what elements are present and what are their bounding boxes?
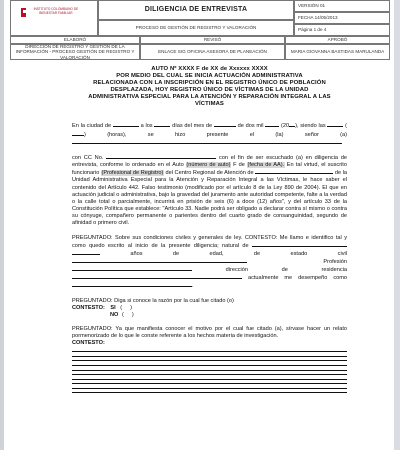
logo-icon [21,8,26,17]
citation-reason-paragraph [72,298,347,319]
auto-title-line: RELACIONADA CON LA INSCRIPCIÓN EN EL REGISTRO ÚNICO DE POBLACIÓN [93,80,326,87]
text-run: . [192,283,194,290]
text-run: PREGUNTADO: Sobre sus condiciones civiles y generales de ley. CONTESTO: Me llamo e identifico tal y como quedo escrito al inicio de la presente diligencia; natural de [72,234,347,249]
viewer-right-edge [394,0,400,450]
reviewed-by-cell [140,44,285,60]
text-run: ) [130,304,133,311]
text-run: con el fin de ser escuchado (a) en diligencia de entrevista, conforme lo ordenado en el Auto [72,154,348,169]
auto-number-placeholder: (número de auto) [186,162,231,169]
text-run: F de [233,162,245,169]
answer-line [72,374,347,375]
yes-label: SI [110,304,116,311]
auto-title-line: AUTO Nº XXXX F de XX de Xxxxxx XXXX [151,66,268,72]
answer-line [72,370,347,371]
text-run: En tal virtud, el suscrito funcionario [72,162,347,177]
month-blank [214,122,236,127]
legal-paragraph [72,154,347,228]
intro-paragraph [72,122,347,146]
civil-status-blank [72,258,247,263]
answer-line [72,356,347,357]
process-cell [98,20,294,36]
account-paragraph [72,326,347,347]
occupation-blank [72,282,194,290]
text-run: ( [121,311,124,318]
auto-title [72,66,347,108]
name-blank [72,139,342,144]
address-blank [72,274,242,279]
text-run: a los [140,123,153,130]
answer-line [72,392,347,393]
city-blank [113,122,139,127]
answer-line [72,351,347,352]
hour-blank [327,122,343,127]
form-header-table [10,0,390,60]
answer-line [72,379,347,380]
auto-title-line: DESPLAZADA, HOY REGISTRO ÚNICO DE VÍCTIMAS DE LA UNIDAD [110,87,309,94]
text-run: siendo las [300,123,326,130]
version: VERSIÓN 01 [298,3,326,9]
approved-by-cell [285,44,390,60]
text-run: de dos mil [237,123,264,130]
answer-line [72,388,347,389]
question-text: PREGUNTADO: Diga si conoce la razón por la cual fue citado (o) [72,297,234,304]
text-run: ( [120,304,123,311]
reviewed-label-cell [140,36,285,44]
form-title: DILIGENCIA DE ENTREVISTA [144,5,248,13]
text-run: ) [131,311,134,318]
logo-text: INSTITUTO COLOMBIANO DE BIENESTAR FAMILIAR [33,7,79,15]
text-run: del Centro Regional de Atención de [165,170,254,177]
text-run: dirección de residencia [225,267,347,274]
prepared-by: DIRECCIÓN DE REGISTRO Y GESTIÓN DE LA INFORMACIÓN - PROCESO GESTIÓN DE REGISTRO Y VALORACIÓN [15,44,135,60]
age-blank [72,250,100,255]
logo-cell [10,0,98,36]
text-run: (20 [281,123,290,130]
form-title-cell [98,0,294,20]
text-run: ) (horas), se hizo presente el (la) señor (a) [84,131,347,138]
text-run: ), [295,123,299,130]
institution-logo [21,3,83,21]
hour-number-blank [72,131,84,136]
auto-title-line: VÍCTIMAS [195,101,224,108]
answer-line [72,360,347,361]
page-number: Página 1 de 4 [298,27,327,33]
answer-line [72,365,347,366]
form-date: FECHA 14/05/2013 [298,15,338,21]
document-page [4,0,394,450]
birthplace-blank [252,242,347,247]
process-name: PROCESO DE GESTIÓN DE REGISTRO Y VALORACIÓN [135,25,257,31]
regional-center-blank [255,169,333,174]
approved-by: MARIA GIOVANNA BASTIDAS MARULANDA [290,49,385,55]
answer-label: CONTESTO: [72,340,105,347]
reviewed-label: REVISÓ [203,37,222,43]
text-run: actualmente me desempeño como [247,275,347,282]
prepared-label: ELABORÓ [63,37,87,43]
official-placeholder: (Profesional de Registro) [101,170,164,177]
year-blank [265,122,279,127]
prepared-by-cell [10,44,140,60]
text-run: con CC No. [72,154,104,161]
document-body [72,66,347,397]
auto-title-line: POR MEDIO DEL CUAL SE INICIA ACTUACIÓN ADMINISTRATIVA [116,73,303,80]
text-run: ( [345,123,348,130]
text-run: En la ciudad de [72,123,112,130]
no-label: NO [110,311,119,318]
prepared-label-cell [10,36,140,44]
answer-label: CONTESTO: [72,304,105,311]
reviewed-by: ENLACE SIG OFICINA ASESORA DE PLANEACIÓN [158,49,267,55]
text-run: de la Unidad Administrativa Especial para la Atención y Reparación Integral a las Víctimas, le hace saber el contenido del Artículo 442. Falso testimonio (modificado por el artículo 8 de la Ley 890 de 2004). El que en actuación judicial o administrativa, bajo la gravedad del juramento ante autoridad competente, falte a la verdad o la calle total o parcialmente, incurrirá en prisión de seis (6) a doce (12) años", y del artículo 33 de la Constitución Política que establece: "Artículo 33. Nadie podrá ser obligado a declarar contra sí mismo o contra su cónyuge, compañero permanente o parientes dentro del cuarto grado de consanguinidad, segundo de afinidad o primero civil. [72,170,348,227]
version-cell [294,0,390,12]
page-number-cell [294,24,390,36]
answer-lines [72,351,347,393]
answer-line [72,383,347,384]
question-text: PREGUNTADO: Ya que manifiesta conocer el motivo por el cual fue citado (a), sírvase hacer un relato pormenorizado de lo que le conste referente a los hechos materia de investigación. [72,326,347,340]
civil-conditions-paragraph [72,235,347,291]
approved-label: APROBÓ [327,37,348,43]
cc-blank [106,154,216,159]
auto-date-placeholder: (fecha de AA). [247,162,285,169]
auto-title-line: ADMINISTRATIVA ESPECIAL PARA LA ATENCIÓN Y REPARACIÓN INTEGRAL A LAS [88,94,331,101]
date-cell [294,12,390,24]
day-blank [154,122,170,127]
profession-blank [72,266,192,271]
text-run: años de edad, de estado civil [130,250,347,257]
text-run: Profesión [323,258,347,265]
approved-label-cell [285,36,390,44]
text-run: días del mes de [172,123,213,130]
